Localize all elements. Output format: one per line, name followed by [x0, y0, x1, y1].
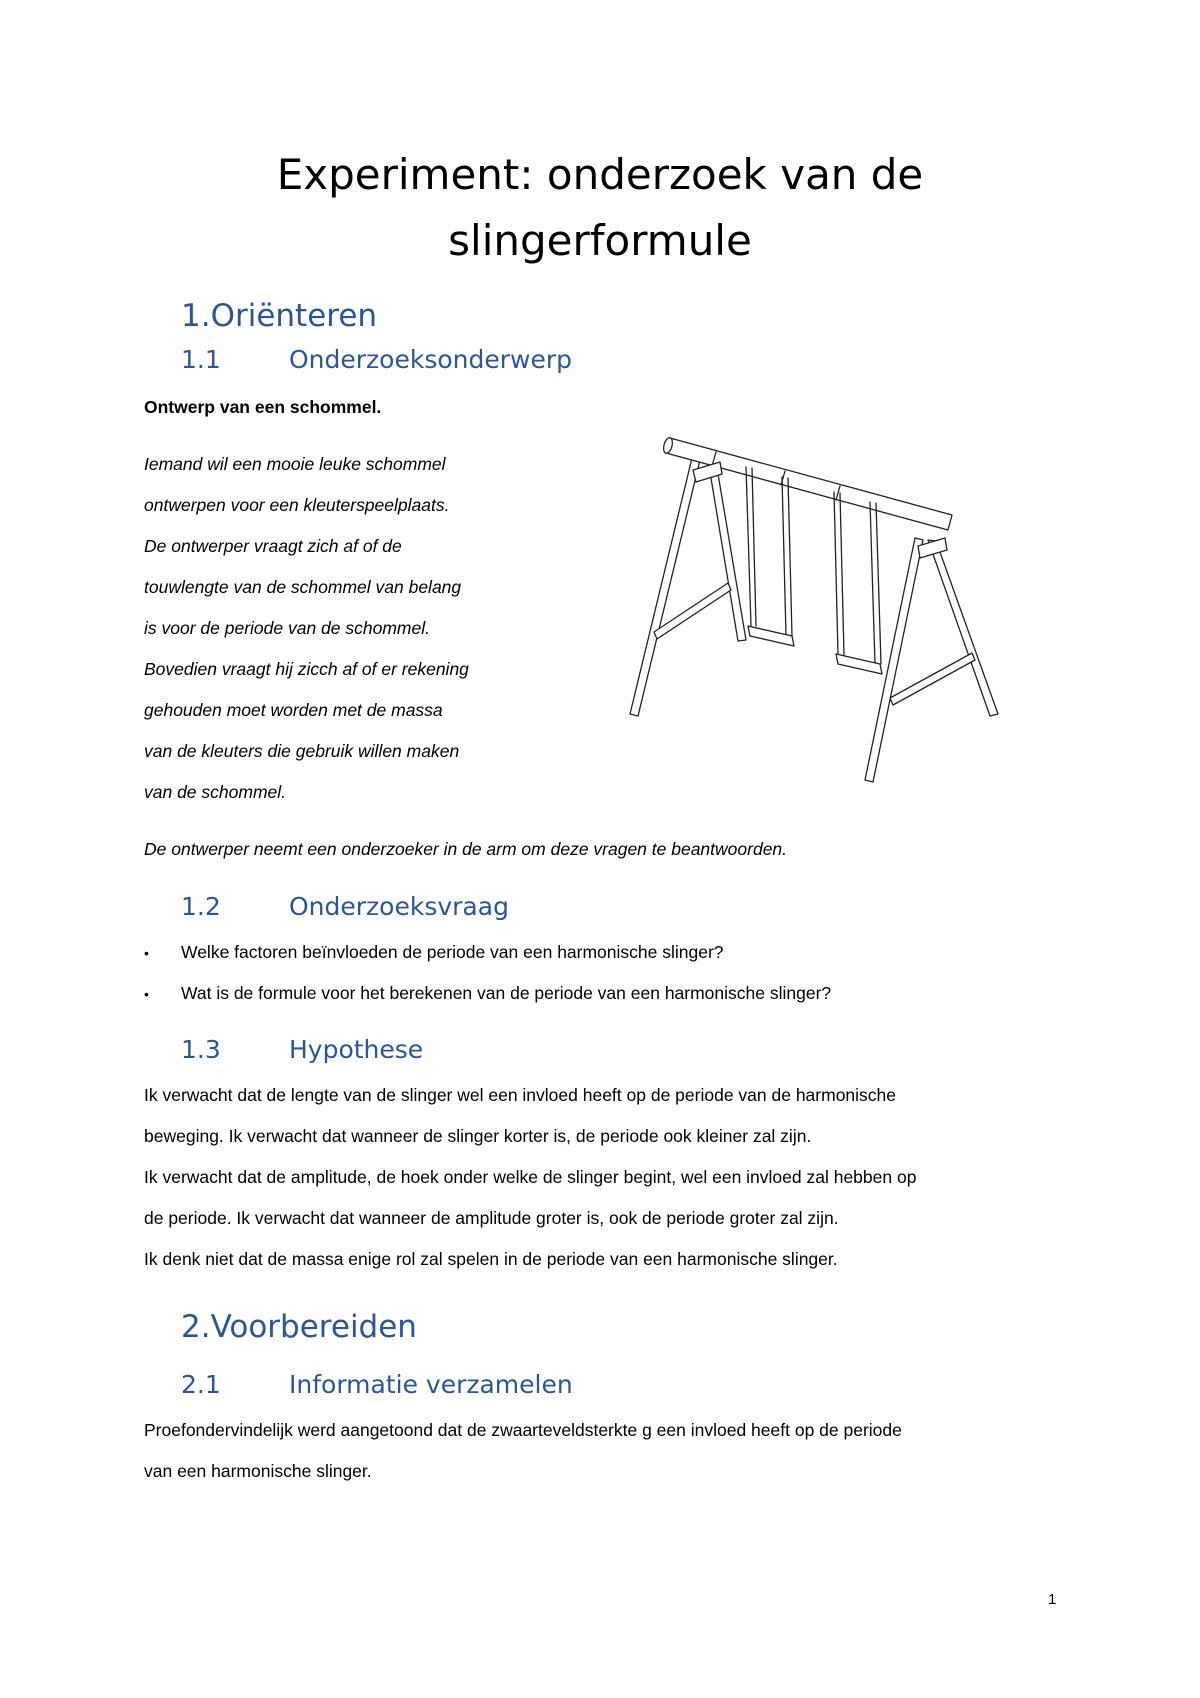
subsection-2-1-number: 2.1 — [181, 1370, 221, 1399]
top-beam — [666, 438, 952, 530]
subsection-1-2-title: Onderzoeksvraag — [289, 892, 509, 921]
bullet-icon: • — [144, 945, 149, 961]
section-2-number: 2. — [181, 1309, 211, 1345]
paragraph-line: Iemand wil een mooie leuke schommel — [144, 454, 446, 474]
subsection-1-1-heading — [181, 344, 572, 376]
hypothesis-line: Ik verwacht dat de amplitude, de hoek onder welke de slinger begint, wel een invloed zal hebben op — [144, 1167, 917, 1187]
list-item: • Wat is de formule voor het berekenen van de periode van een harmonische slinger? — [144, 973, 831, 1014]
information-line: Proefondervindelijk werd aangetoond dat de zwaarteveldsterkte g een invloed heeft op de periode — [144, 1420, 902, 1440]
subsection-1-1-title: Onderzoeksonderwerp — [289, 345, 572, 374]
right-back-leg — [928, 540, 998, 716]
left-back-leg — [708, 460, 746, 641]
subsection-2-1-heading — [181, 1369, 573, 1401]
hypothesis-line: Ik verwacht dat de lengte van de slinger wel een invloed heeft op de periode van de harmonische — [144, 1085, 897, 1105]
left-swing-rope — [746, 467, 751, 626]
section-1-number: 1. — [181, 298, 211, 334]
swing-illustration — [620, 430, 1010, 790]
paragraph-line: is voor de periode van de schommel. — [144, 618, 430, 638]
paragraph-line: gehouden moet worden met de massa — [144, 700, 443, 720]
right-brace — [890, 653, 975, 705]
right-front-leg — [865, 538, 923, 782]
section-1-heading — [181, 296, 377, 336]
paragraph-line: Bovedien vraagt hij zicch af of er rekening — [144, 659, 469, 679]
page-number: 1 — [1048, 1591, 1057, 1608]
left-swing-seat — [748, 626, 794, 646]
subsection-1-2-heading — [181, 891, 509, 923]
subsection-1-3-title: Hypothese — [289, 1035, 424, 1064]
paragraph-line: van de schommel. — [144, 782, 287, 802]
paragraph-line: ontwerpen voor een kleuterspeelplaats. — [144, 495, 450, 515]
subsection-1-3-heading — [181, 1034, 423, 1066]
subsection-1-1-number: 1.1 — [181, 345, 221, 374]
subject-lead: Ontwerp van een schommel. — [144, 397, 382, 417]
section-2-title: Voorbereiden — [210, 1309, 417, 1345]
bullet-icon: • — [144, 986, 149, 1002]
subsection-1-2-number: 1.2 — [181, 892, 221, 921]
hypothesis-line: beweging. Ik verwacht dat wanneer de slinger korter is, de periode ook kleiner zal zijn. — [144, 1126, 812, 1146]
paragraph-line: van de kleuters die gebruik willen maken — [144, 741, 460, 761]
subject-closing: De ontwerper neemt een onderzoeker in de arm om deze vragen te beantwoorden. — [144, 839, 788, 859]
title-line-2: slingerformule — [448, 216, 752, 265]
hypothesis-text — [144, 1075, 916, 1280]
right-swing-rope — [834, 492, 838, 654]
document-title — [144, 142, 1056, 274]
research-question-list — [144, 932, 831, 1014]
section-1-title: Oriënteren — [210, 298, 378, 334]
subsection-1-3-number: 1.3 — [181, 1035, 221, 1064]
subsection-2-1-title: Informatie verzamelen — [289, 1370, 573, 1399]
information-line: van een harmonische slinger. — [144, 1461, 372, 1481]
paragraph-line: De ontwerper vraagt zich af of de — [144, 536, 402, 556]
left-front-leg — [630, 458, 700, 716]
hypothesis-line: de periode. Ik verwacht dat wanneer de amplitude groter is, ook de periode groter zal zijn. — [144, 1208, 839, 1228]
title-line-1: Experiment: onderzoek van de — [276, 150, 924, 199]
paragraph-line: touwlengte van de schommel van belang — [144, 577, 462, 597]
subject-paragraph — [144, 444, 469, 813]
section-2-heading — [181, 1307, 417, 1347]
hypothesis-line: Ik denk niet dat de massa enige rol zal spelen in de periode van een harmonische slinger. — [144, 1249, 838, 1269]
information-text — [144, 1410, 902, 1492]
list-item: • Welke factoren beïnvloeden de periode van een harmonische slinger? — [144, 932, 831, 973]
